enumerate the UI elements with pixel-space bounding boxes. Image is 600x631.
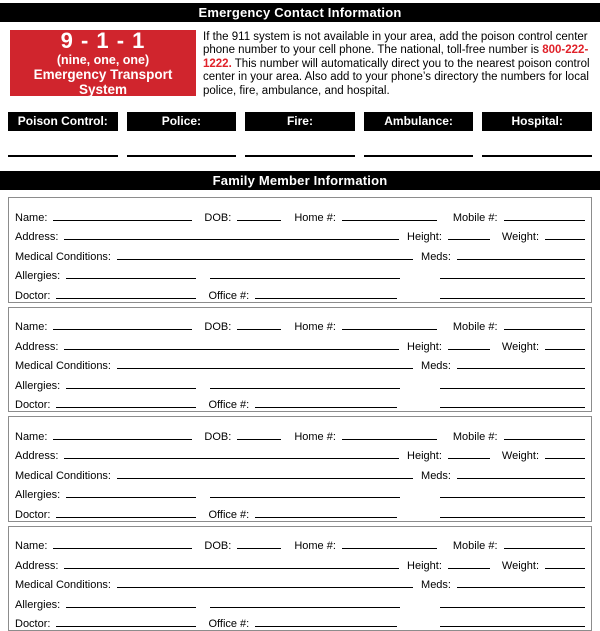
meds-label: Meds: xyxy=(421,251,451,263)
family-member-block xyxy=(8,307,592,413)
dob-field-line xyxy=(237,220,281,221)
meds-field-line xyxy=(457,478,585,479)
home-phone-label: Home #: xyxy=(294,540,336,552)
height-label: Height: xyxy=(407,560,442,572)
weight-label: Weight: xyxy=(502,341,539,353)
office-phone-field-line xyxy=(255,517,397,518)
home-phone-label: Home #: xyxy=(294,212,336,224)
allergies-continued-field-line xyxy=(210,607,400,608)
weight-label: Weight: xyxy=(502,450,539,462)
dob-field-line xyxy=(237,329,281,330)
mobile-phone-label: Mobile #: xyxy=(453,540,498,552)
dob-label: DOB: xyxy=(204,212,231,224)
doctor-label: Doctor: xyxy=(15,290,50,302)
emergency-header-bar xyxy=(0,3,600,22)
medical-conditions-label: Medical Conditions: xyxy=(15,251,111,263)
name-field-line xyxy=(53,439,192,440)
meds-field-line xyxy=(457,587,585,588)
height-field-line xyxy=(448,458,490,459)
mobile-phone-field-line xyxy=(504,548,585,549)
poison-control-paragraph xyxy=(203,30,595,96)
address-label: Address: xyxy=(15,341,58,353)
ambulance-field-line xyxy=(364,155,474,157)
dob-label: DOB: xyxy=(204,321,231,333)
name-field-line xyxy=(53,548,192,549)
meds-field-line xyxy=(457,368,585,369)
poison-control-phone-number: 800-222-1222. xyxy=(203,44,588,69)
home-phone-field-line xyxy=(342,220,437,221)
911-code: 9 - 1 - 1 xyxy=(10,29,196,53)
allergies-label: Allergies: xyxy=(15,489,60,501)
allergies-field-line xyxy=(66,497,196,498)
member-row-address xyxy=(15,333,585,353)
911-caption: Emergency Transport System xyxy=(10,67,196,97)
office-phone-field-line xyxy=(255,626,397,627)
doctor-field-line xyxy=(56,517,196,518)
medical-conditions-field-line xyxy=(117,587,413,588)
911-pronunciation: (nine, one, one) xyxy=(10,53,196,67)
mobile-phone-field-line xyxy=(504,220,585,221)
height-label: Height: xyxy=(407,341,442,353)
doctor-field-line xyxy=(56,626,196,627)
allergies-field-line xyxy=(66,278,196,279)
medical-conditions-field-line xyxy=(117,478,413,479)
allergies-continued-field-line xyxy=(210,278,400,279)
meds-label: Meds: xyxy=(421,360,451,372)
height-field-line xyxy=(448,349,490,350)
meds-continued-field-line-2 xyxy=(440,517,585,518)
member-row-allergies xyxy=(15,372,585,392)
mobile-phone-label: Mobile #: xyxy=(453,321,498,333)
doctor-field-line xyxy=(56,407,196,408)
address-field-line xyxy=(64,458,399,459)
member-row-address xyxy=(15,552,585,572)
fire-field-line xyxy=(245,155,355,157)
meds-continued-field-line-2 xyxy=(440,298,585,299)
doctor-field-line xyxy=(56,298,196,299)
home-phone-field-line xyxy=(342,329,437,330)
member-row-doctor xyxy=(15,501,585,521)
member-row-allergies xyxy=(15,591,585,611)
weight-label: Weight: xyxy=(502,231,539,243)
family-member-block xyxy=(8,197,592,303)
medical-conditions-label: Medical Conditions: xyxy=(15,579,111,591)
contact-label-police: Police: xyxy=(127,112,237,131)
dob-label: DOB: xyxy=(204,540,231,552)
name-label: Name: xyxy=(15,212,47,224)
weight-field-line xyxy=(545,568,585,569)
address-label: Address: xyxy=(15,231,58,243)
dob-label: DOB: xyxy=(204,431,231,443)
medical-conditions-label: Medical Conditions: xyxy=(15,470,111,482)
member-row-name xyxy=(15,423,585,443)
height-label: Height: xyxy=(407,231,442,243)
member-row-medical xyxy=(15,572,585,592)
office-phone-label: Office #: xyxy=(208,618,249,630)
weight-field-line xyxy=(545,239,585,240)
allergies-label: Allergies: xyxy=(15,599,60,611)
family-member-block xyxy=(8,416,592,522)
allergies-field-line xyxy=(66,388,196,389)
member-row-name xyxy=(15,533,585,553)
meds-continued-field-line-1 xyxy=(440,607,585,608)
address-label: Address: xyxy=(15,450,58,462)
office-phone-label: Office #: xyxy=(208,290,249,302)
contact-label-fire: Fire: xyxy=(245,112,355,131)
name-field-line xyxy=(53,329,192,330)
office-phone-field-line xyxy=(255,298,397,299)
address-field-line xyxy=(64,568,399,569)
medical-conditions-field-line xyxy=(117,368,413,369)
allergies-continued-field-line xyxy=(210,388,400,389)
911-red-box xyxy=(10,30,196,96)
member-row-doctor xyxy=(15,282,585,302)
contact-label-hospital: Hospital: xyxy=(482,112,592,131)
doctor-label: Doctor: xyxy=(15,509,50,521)
member-row-address xyxy=(15,443,585,463)
allergies-label: Allergies: xyxy=(15,380,60,392)
medical-conditions-label: Medical Conditions: xyxy=(15,360,111,372)
member-row-doctor xyxy=(15,611,585,631)
member-row-medical xyxy=(15,462,585,482)
address-label: Address: xyxy=(15,560,58,572)
height-label: Height: xyxy=(407,450,442,462)
name-label: Name: xyxy=(15,540,47,552)
weight-label: Weight: xyxy=(502,560,539,572)
local-contacts-label-row xyxy=(8,112,592,131)
meds-continued-field-line-2 xyxy=(440,407,585,408)
height-field-line xyxy=(448,568,490,569)
member-row-allergies xyxy=(15,263,585,283)
address-field-line xyxy=(64,349,399,350)
family-members xyxy=(8,197,592,631)
mobile-phone-field-line xyxy=(504,329,585,330)
doctor-label: Doctor: xyxy=(15,399,50,411)
poison-paragraph-before: If the 911 system is not available in your area, add the poison control center phone number to your cell phone. The national, toll-free number is xyxy=(203,31,588,56)
weight-field-line xyxy=(545,349,585,350)
member-row-medical xyxy=(15,243,585,263)
member-row-allergies xyxy=(15,482,585,502)
home-phone-label: Home #: xyxy=(294,321,336,333)
home-phone-field-line xyxy=(342,548,437,549)
office-phone-label: Office #: xyxy=(208,399,249,411)
police-field-line xyxy=(127,155,237,157)
height-field-line xyxy=(448,239,490,240)
member-row-address xyxy=(15,224,585,244)
dob-field-line xyxy=(237,439,281,440)
medical-conditions-field-line xyxy=(117,259,413,260)
allergies-continued-field-line xyxy=(210,497,400,498)
contact-label-poison-control: Poison Control: xyxy=(8,112,118,131)
name-label: Name: xyxy=(15,431,47,443)
hospital-field-line xyxy=(482,155,592,157)
allergies-label: Allergies: xyxy=(15,270,60,282)
family-header-title: Family Member Information xyxy=(213,173,388,188)
poison-paragraph-after: This number will automatically direct you to the nearest poison control center in your area. Also add to your phone’s directory the numbers for local police, fire, ambulance, and hospital. xyxy=(203,58,590,97)
member-row-medical xyxy=(15,353,585,373)
member-row-doctor xyxy=(15,392,585,412)
poison-control-field-line xyxy=(8,155,118,157)
mobile-phone-label: Mobile #: xyxy=(453,431,498,443)
family-header-bar xyxy=(0,171,600,190)
home-phone-label: Home #: xyxy=(294,431,336,443)
doctor-label: Doctor: xyxy=(15,618,50,630)
name-label: Name: xyxy=(15,321,47,333)
weight-field-line xyxy=(545,458,585,459)
emergency-info-section xyxy=(10,30,595,96)
office-phone-field-line xyxy=(255,407,397,408)
name-field-line xyxy=(53,220,192,221)
meds-continued-field-line-1 xyxy=(440,497,585,498)
emergency-header-title: Emergency Contact Information xyxy=(199,5,402,20)
meds-label: Meds: xyxy=(421,579,451,591)
meds-continued-field-line-1 xyxy=(440,388,585,389)
office-phone-label: Office #: xyxy=(208,509,249,521)
allergies-field-line xyxy=(66,607,196,608)
dob-field-line xyxy=(237,548,281,549)
member-row-name xyxy=(15,314,585,334)
address-field-line xyxy=(64,239,399,240)
contact-label-ambulance: Ambulance: xyxy=(364,112,474,131)
local-contacts-fill-lines xyxy=(8,155,592,157)
mobile-phone-field-line xyxy=(504,439,585,440)
meds-label: Meds: xyxy=(421,470,451,482)
mobile-phone-label: Mobile #: xyxy=(453,212,498,224)
home-phone-field-line xyxy=(342,439,437,440)
meds-field-line xyxy=(457,259,585,260)
family-member-block xyxy=(8,526,592,631)
member-row-name xyxy=(15,204,585,224)
meds-continued-field-line-2 xyxy=(440,626,585,627)
meds-continued-field-line-1 xyxy=(440,278,585,279)
